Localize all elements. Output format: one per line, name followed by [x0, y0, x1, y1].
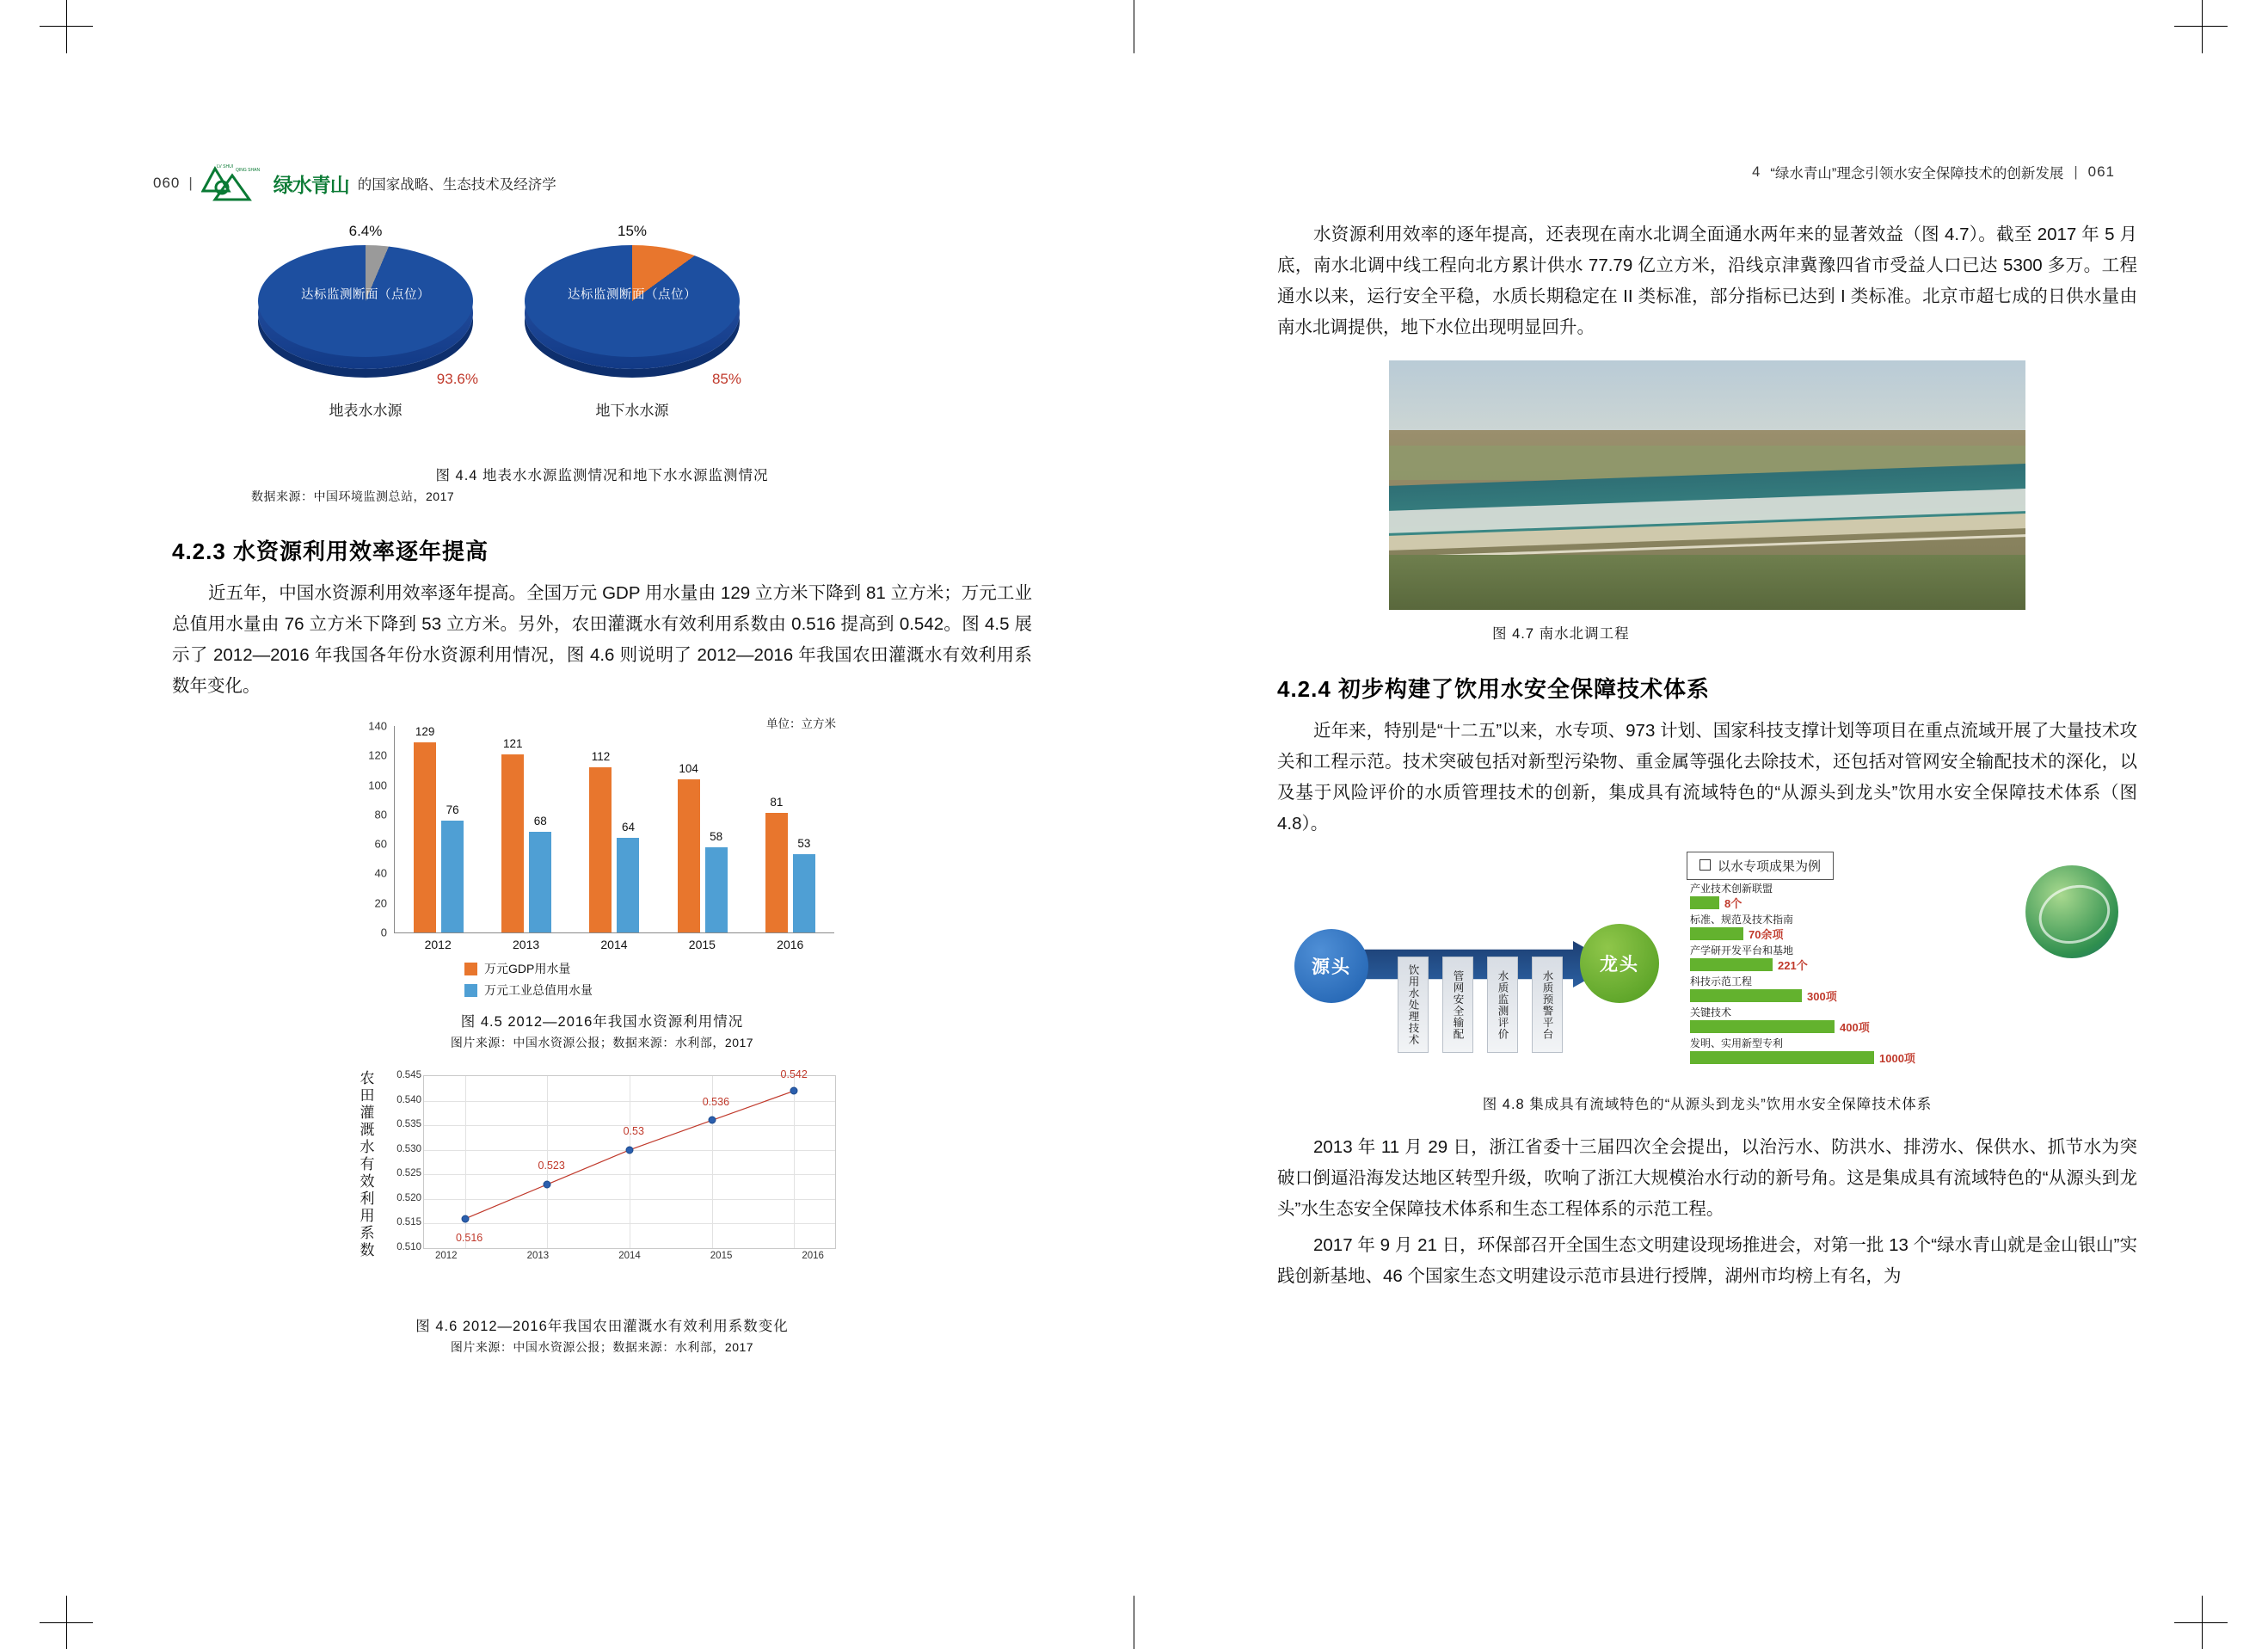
tap-node: 龙头 — [1580, 924, 1659, 1003]
figure-4-4 — [172, 223, 1032, 438]
bar-item-label: 科技示范工程 — [1690, 975, 1753, 988]
pie-inner-label: 达标监测断面（点位） — [301, 288, 430, 302]
bar-group: 104 58 — [672, 726, 734, 932]
bar-group: 129 76 — [408, 726, 470, 932]
header-title-left: 的国家战略、生态技术及经济学 — [357, 177, 556, 193]
crop-mark — [40, 1622, 93, 1623]
bar-group: 81 53 — [759, 726, 821, 932]
section-4-2-3-paragraph: 近五年，中国水资源利用效率逐年提高。全国万元 GDP 用水量由 129 立方米下降到 81 立方米；万元工业总值用水量由 76 立方米下降到 53 立方米。另外，农田灌溉水有效利用系数由 0.516 提高到 0.542。图 4.5 展示了 2012—2016 年我国各年份水资源利用情况，图 4.6 则说明了 2012—2016 年我国农田灌溉水有效利用系数年变化。 — [172, 583, 1032, 696]
crop-mark — [2174, 26, 2228, 27]
figure-4-5-caption: 图 4.5 2012—2016年我国水资源利用情况 — [460, 1014, 744, 1030]
crop-mark — [2174, 1622, 2228, 1623]
svg-text:QING SHAN: QING SHAN — [235, 168, 260, 173]
bar-chart-y-axis: 140 120 100 80 60 40 20 0 — [368, 719, 387, 939]
figure-4-4-caption: 图 4.4 地表水水源监测情况和地下水水源监测情况 — [435, 468, 769, 483]
figure-4-6-chart — [361, 1070, 843, 1285]
photo-vegetation — [1389, 555, 2025, 610]
pie-name: 地表水水源 — [329, 403, 403, 419]
bar-item-bar — [1690, 927, 1743, 940]
bar-item-value: 70余项 — [1749, 928, 1784, 941]
bar-item-value: 8个 — [1724, 897, 1742, 910]
page-header-left: 060 | LV SHUI QING SHAN 绿水青山 的国家战略、生态技术及经济学 — [153, 162, 556, 205]
right-paragraph-1: 水资源利用效率的逐年提高，还表现在南水北调全面通水两年来的显著效益（图 4.7）。截至 2017 年 5 月底，南水北调中线工程向北方累计供水 77.79 亿立方米，沿线京津冀豫四省市受益人口已达 5300 多万。工程通水以来，运行安全平稳，水质长期稳定在 II 类标准，部分指标已达到 I 类标准。北京市超七成的日供水量由南水北调提供，地下水位出现明显回升。 — [1277, 225, 2137, 337]
pie-main-percent: 93.6% — [436, 371, 478, 387]
point-label: 0.516 — [455, 1232, 483, 1244]
right-paragraph-2: 近年来，特别是“十二五”以来，水专项、973 计划、国家科技支撑计划等项目在重点流域开展了大量技术攻关和工程示范。技术突破包括对新型污染物、重金属等强化去除技术，还包括对管网安全输配技术的深化，以及基于风险评价的水质管理技术的创新，集成具有流域特色的“从源头到龙头”饮用水安全保障技术体系（图 4.8）。 — [1277, 721, 2137, 834]
pie-chart-surface-water — [241, 223, 490, 420]
pillar-2: 管网安全输配 — [1442, 957, 1473, 1053]
figure-4-6-caption: 图 4.6 2012—2016年我国农田灌溉水有效利用系数变化 — [415, 1319, 789, 1334]
left-column — [172, 211, 1032, 1356]
point-label: 0.536 — [702, 1096, 730, 1108]
bar-item-bar — [1690, 896, 1719, 909]
figure-4-4-source: 数据来源：中国环境监测总站，2017 — [251, 489, 455, 503]
pillar-4: 水质预警平台 — [1532, 957, 1563, 1053]
pillar-3: 水质监测评价 — [1487, 957, 1518, 1053]
figure-4-8-caption: 图 4.8 集成具有流域特色的“从源头到龙头”饮用水安全保障技术体系 — [1482, 1097, 1933, 1112]
right-paragraph-4: 2017 年 9 月 21 日，环保部召开全国生态文明建设现场推进会，对第一批 13 个“绿水青山就是金山银山”实践创新基地、46 个国家生态文明建设示范市县进行授牌，湖州市均榜上有名，为 — [1277, 1235, 2137, 1286]
header-title-right: “绿水青山”理念引领水安全保障技术的创新发展 — [1770, 166, 2064, 182]
bar-item-label: 产业技术创新联盟 — [1690, 883, 1773, 895]
pie-top-percent: 15% — [617, 223, 648, 239]
bar-item-value: 300项 — [1807, 990, 1837, 1003]
crop-mark — [40, 26, 93, 27]
figure-4-7-photo — [1389, 360, 2025, 610]
crop-mark — [66, 0, 67, 53]
section-4-2-4-title: 4.2.4 初步构建了饮用水安全保障技术体系 — [1277, 676, 1711, 702]
line-chart-x-axis: 2012 2013 2014 2015 2016 — [435, 1251, 824, 1261]
chart-unit-label: 单位：立方米 — [766, 717, 836, 730]
page-number-left: 060 — [153, 175, 181, 191]
page-header-right: 4 “绿水青山”理念引领水安全保障技术的创新发展 | 061 — [1752, 163, 2115, 182]
bar-item-label: 发明、实用新型专利 — [1690, 1037, 1784, 1049]
line-chart-y-title: 农田灌溉水有效利用系数 — [360, 1070, 375, 1258]
process-arrow — [1356, 941, 1614, 988]
pie-main-percent: 85% — [711, 371, 741, 387]
bar-item-value: 1000项 — [1879, 1052, 1915, 1065]
figure-4-8-legend: 以水专项成果为例 — [1687, 852, 1834, 880]
section-4-2-3-title: 4.2.3 水资源利用效率逐年提高 — [172, 538, 489, 564]
logo-text: 绿水青山 — [273, 173, 349, 196]
crop-mark — [2202, 0, 2203, 53]
figure-4-8-diagram — [1277, 846, 2137, 1070]
pillar-1: 饮用水处理技术 — [1398, 957, 1429, 1053]
line-chart-y-axis: 0.545 0.540 0.535 0.530 0.525 0.520 0.515 0.510 — [396, 1070, 421, 1252]
bar-item-bar — [1690, 958, 1773, 971]
bar-chart-legend: 万元GDP用水量 万元工业总值用水量 — [464, 960, 593, 1003]
line-chart-plot — [423, 1068, 836, 1249]
water-project-emblem-icon — [2025, 865, 2118, 958]
line-series-path — [424, 1076, 835, 1248]
bar-item-label: 标准、规范及技术指南 — [1690, 914, 1794, 926]
right-paragraph-3: 2013 年 11 月 29 日，浙江省委十三届四次全会提出，以治污水、防洪水、排涝水、保供水、抓节水为突破口倒逼沿海发达地区转型升级，吹响了浙江大规模治水行动的新号角。这是集成具有流域特色的“从源头到龙头”水生态安全保障技术体系和生态工程体系的示范工程。 — [1277, 1137, 2137, 1219]
point-label: 0.53 — [623, 1125, 644, 1137]
legend-swatch — [464, 963, 477, 975]
bar-item-value: 221个 — [1778, 959, 1808, 972]
bar-item-value: 400项 — [1840, 1021, 1870, 1034]
legend-box-icon — [1699, 859, 1711, 871]
bar-chart-plot — [394, 726, 834, 933]
pie-chart-ground-water — [507, 223, 757, 420]
bar-item-bar — [1690, 989, 1802, 1002]
bar-item-bar — [1690, 1020, 1835, 1033]
book-logo-icon — [201, 162, 265, 205]
figure-4-5-chart — [361, 717, 843, 997]
bar-item-bar — [1690, 1051, 1874, 1064]
point-label: 0.542 — [780, 1068, 808, 1080]
figure-4-7-caption: 图 4.7 南水北调工程 — [1492, 626, 1630, 642]
legend-swatch — [464, 984, 477, 997]
photo-sky — [1389, 360, 2025, 435]
bar-item-label: 产学研开发平台和基地 — [1690, 944, 1794, 957]
bar-chart-x-axis: 2012 2013 2014 2015 2016 — [424, 938, 804, 951]
source-node: 源头 — [1294, 929, 1368, 1003]
bar-group: 112 64 — [583, 726, 645, 932]
bar-item-label: 关键技术 — [1690, 1006, 1732, 1018]
pie-name: 地下水水源 — [595, 403, 669, 419]
page-number-right: 061 — [2087, 163, 2115, 180]
chapter-number: 4 — [1752, 163, 1761, 180]
point-label: 0.523 — [538, 1160, 565, 1172]
pie-top-percent: 6.4% — [348, 223, 383, 239]
figure-4-5-source: 图片来源：中国水资源公报；数据来源：水利部，2017 — [450, 1036, 754, 1049]
right-column — [1277, 219, 2137, 1297]
svg-text:LV SHUI: LV SHUI — [216, 164, 233, 169]
figure-4-6-source: 图片来源：中国水资源公报；数据来源：水利部，2017 — [450, 1340, 754, 1354]
bar-group: 121 68 — [495, 726, 557, 932]
pie-inner-label: 达标监测断面（点位） — [568, 288, 697, 302]
